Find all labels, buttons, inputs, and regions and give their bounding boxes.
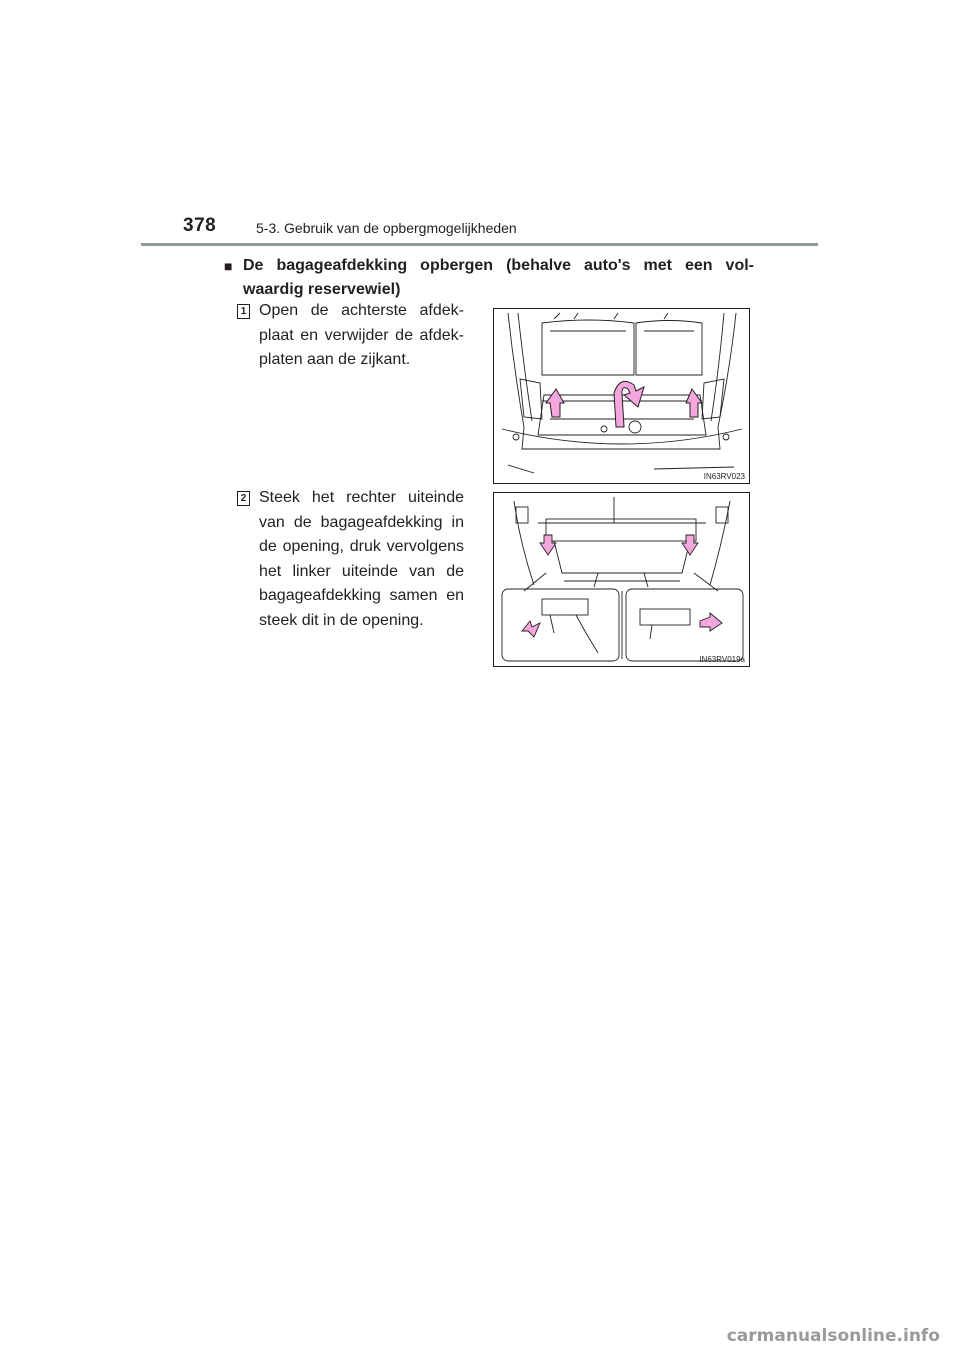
step-number-1: 1: [237, 304, 250, 319]
heading-text: De bagageafdekking opbergen (behalve auto's met een vol- waardig reservewiel): [243, 257, 754, 298]
section-title: 5-3. Gebruik van de opbergmogelijkheden: [256, 220, 517, 236]
header-rule: [141, 243, 818, 246]
step-text-2: Steek het rechter uiteinde van de bagageafdekking in de opening, druk vervolgens het linker uiteinde van de bagageafdekking samen en steek dit in de opening.: [259, 489, 464, 629]
step-number-2: 2: [237, 491, 250, 506]
figure-code-2: IN63RV019a: [699, 655, 745, 664]
heading-bullet-icon: ■: [224, 258, 233, 274]
step-text-1: Open de achterste afdek- plaat en verwijder de afdek- platen aan de zijkant.: [259, 302, 464, 368]
watermark: carmanualsonline.info: [726, 1326, 940, 1346]
luggage-cover-removal-illustration: [494, 309, 749, 483]
luggage-cover-installation-illustration: [494, 493, 749, 666]
page-number: 378: [183, 215, 217, 236]
figure-2: [493, 492, 750, 667]
figure-code-1: IN63RV023: [703, 472, 745, 481]
section-heading: [224, 254, 754, 302]
figure-1: [493, 308, 750, 484]
